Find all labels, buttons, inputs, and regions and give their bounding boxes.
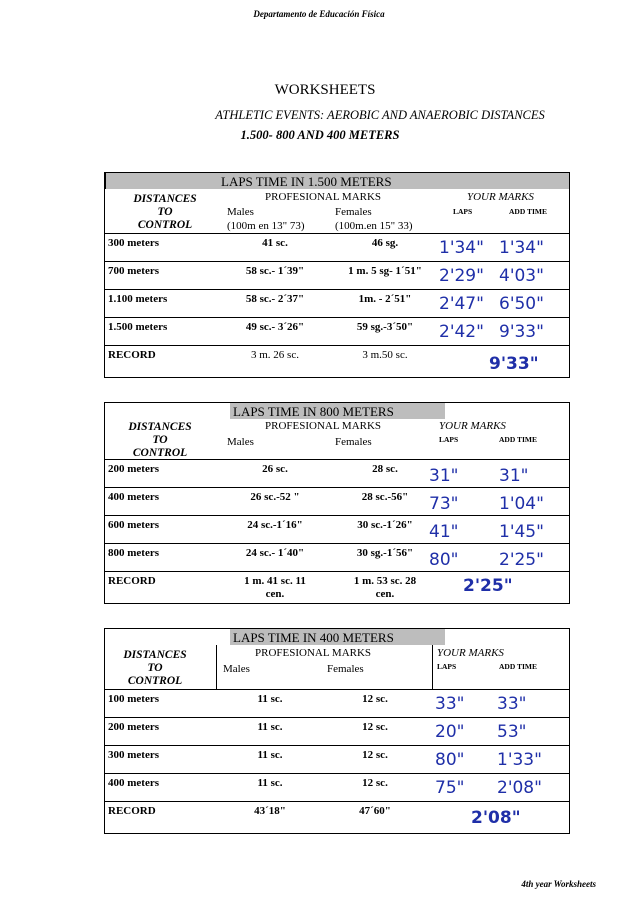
your-marks-header: YOUR MARKS	[437, 647, 504, 659]
males-header: Males	[227, 206, 254, 218]
record-row: RECORD 3 m. 26 sc. 3 m.50 sc. 9'33"	[105, 345, 569, 377]
table-row: 300 meters 41 sc. 46 sg. 1'34" 1'34"	[105, 233, 569, 261]
handwritten-add-time: 31"	[499, 466, 529, 486]
table-row: 100 meters 11 sc. 12 sc. 33" 33"	[105, 689, 569, 717]
worksheet-distances: 1.500- 800 AND 400 METERS	[240, 128, 400, 142]
laps-header: LAPS	[439, 435, 459, 444]
table-400m-title: LAPS TIME IN 400 METERS	[233, 630, 394, 645]
record-row: RECORD 43´18" 47´60" 2'08"	[105, 801, 569, 833]
laps-header: LAPS	[437, 662, 457, 671]
females-header: Females	[327, 663, 364, 675]
handwritten-laps: 2'29"	[439, 266, 484, 286]
laps-header: LAPS	[453, 207, 473, 216]
handwritten-add-time: 1'34"	[499, 238, 544, 258]
distances-header: DISTANCES TO CONTROL	[133, 193, 197, 231]
females-header: Females	[335, 206, 372, 218]
handwritten-laps: 41"	[429, 522, 459, 542]
handwritten-add-time: 2'25"	[499, 550, 544, 570]
page-footer: 4th year Worksheets	[521, 879, 596, 889]
handwritten-add-time: 33"	[497, 694, 527, 714]
handwritten-record: 2'08"	[471, 808, 521, 828]
table-row: 700 meters 58 sc.- 1´39" 1 m. 5 sg- 1´51" 2'29" 4'03"	[105, 261, 569, 289]
your-marks-header: YOUR MARKS	[467, 191, 534, 203]
table-800m-title: LAPS TIME IN 800 METERS	[233, 404, 394, 419]
handwritten-add-time: 1'04"	[499, 494, 544, 514]
table-row: 1.100 meters 58 sc.- 2´37" 1m. - 2´51" 2'47" 6'50"	[105, 289, 569, 317]
handwritten-add-time: 1'45"	[499, 522, 544, 542]
handwritten-record: 9'33"	[489, 354, 539, 374]
handwritten-laps: 75"	[435, 778, 465, 798]
handwritten-laps: 31"	[429, 466, 459, 486]
handwritten-add-time: 4'03"	[499, 266, 544, 286]
worksheet-subtitle: ATHLETIC EVENTS: AEROBIC AND ANAEROBIC DISTANCES	[215, 108, 545, 122]
profesional-marks-header: PROFESIONAL MARKS	[255, 647, 372, 659]
handwritten-laps: 80"	[429, 550, 459, 570]
distances-header: DISTANCES TO CONTROL	[128, 421, 192, 459]
your-marks-header: YOUR MARKS	[439, 420, 506, 432]
handwritten-add-time: 9'33"	[499, 322, 544, 342]
handwritten-record: 2'25"	[463, 576, 513, 596]
handwritten-laps: 2'47"	[439, 294, 484, 314]
handwritten-add-time: 1'33"	[497, 750, 542, 770]
handwritten-add-time: 6'50"	[499, 294, 544, 314]
profesional-marks-header: PROFESIONAL MARKS	[265, 191, 382, 203]
handwritten-laps: 73"	[429, 494, 459, 514]
table-row: 1.500 meters 49 sc.- 3´26" 59 sg.-3´50" 2'42" 9'33"	[105, 317, 569, 345]
males-header: Males	[223, 663, 250, 675]
males-header: Males	[227, 436, 254, 448]
page-header: Departamento de Educación Física	[253, 9, 385, 19]
table-row: 200 meters 26 sc. 28 sc. 31" 31"	[105, 459, 569, 487]
table-800m	[104, 402, 570, 604]
table-row: 400 meters 26 sc.-52 " 28 sc.-56" 73" 1'04"	[105, 487, 569, 515]
table-1500m	[104, 172, 570, 378]
table-1500m-title: LAPS TIME IN 1.500 METERS	[221, 174, 392, 189]
distances-header: DISTANCES TO CONTROL	[123, 649, 187, 687]
males-note: (100m en 13" 73)	[227, 220, 305, 232]
worksheet-title: WORKSHEETS	[274, 82, 376, 98]
add-time-header: ADD TIME	[499, 662, 537, 671]
add-time-header: ADD TIME	[509, 207, 547, 216]
handwritten-laps: 20"	[435, 722, 465, 742]
add-time-header: ADD TIME	[499, 435, 537, 444]
table-row: 200 meters 11 sc. 12 sc. 20" 53"	[105, 717, 569, 745]
handwritten-laps: 80"	[435, 750, 465, 770]
handwritten-laps: 1'34"	[439, 238, 484, 258]
profesional-marks-header: PROFESIONAL MARKS	[265, 420, 382, 432]
table-row: 800 meters 24 sc.- 1´40" 30 sg.-1´56" 80" 2'25"	[105, 543, 569, 571]
handwritten-add-time: 2'08"	[497, 778, 542, 798]
handwritten-laps: 33"	[435, 694, 465, 714]
table-row: 400 meters 11 sc. 12 sc. 75" 2'08"	[105, 773, 569, 801]
females-note: (100m.en 15" 33)	[335, 220, 413, 232]
table-row: 600 meters 24 sc.-1´16" 30 sc.-1´26" 41" 1'45"	[105, 515, 569, 543]
record-row: RECORD 1 m. 41 sc. 11 cen. 1 m. 53 sc. 28 cen. 2'25"	[105, 571, 569, 603]
females-header: Females	[335, 436, 372, 448]
handwritten-add-time: 53"	[497, 722, 527, 742]
handwritten-laps: 2'42"	[439, 322, 484, 342]
table-row: 300 meters 11 sc. 12 sc. 80" 1'33"	[105, 745, 569, 773]
table-400m	[104, 628, 570, 834]
